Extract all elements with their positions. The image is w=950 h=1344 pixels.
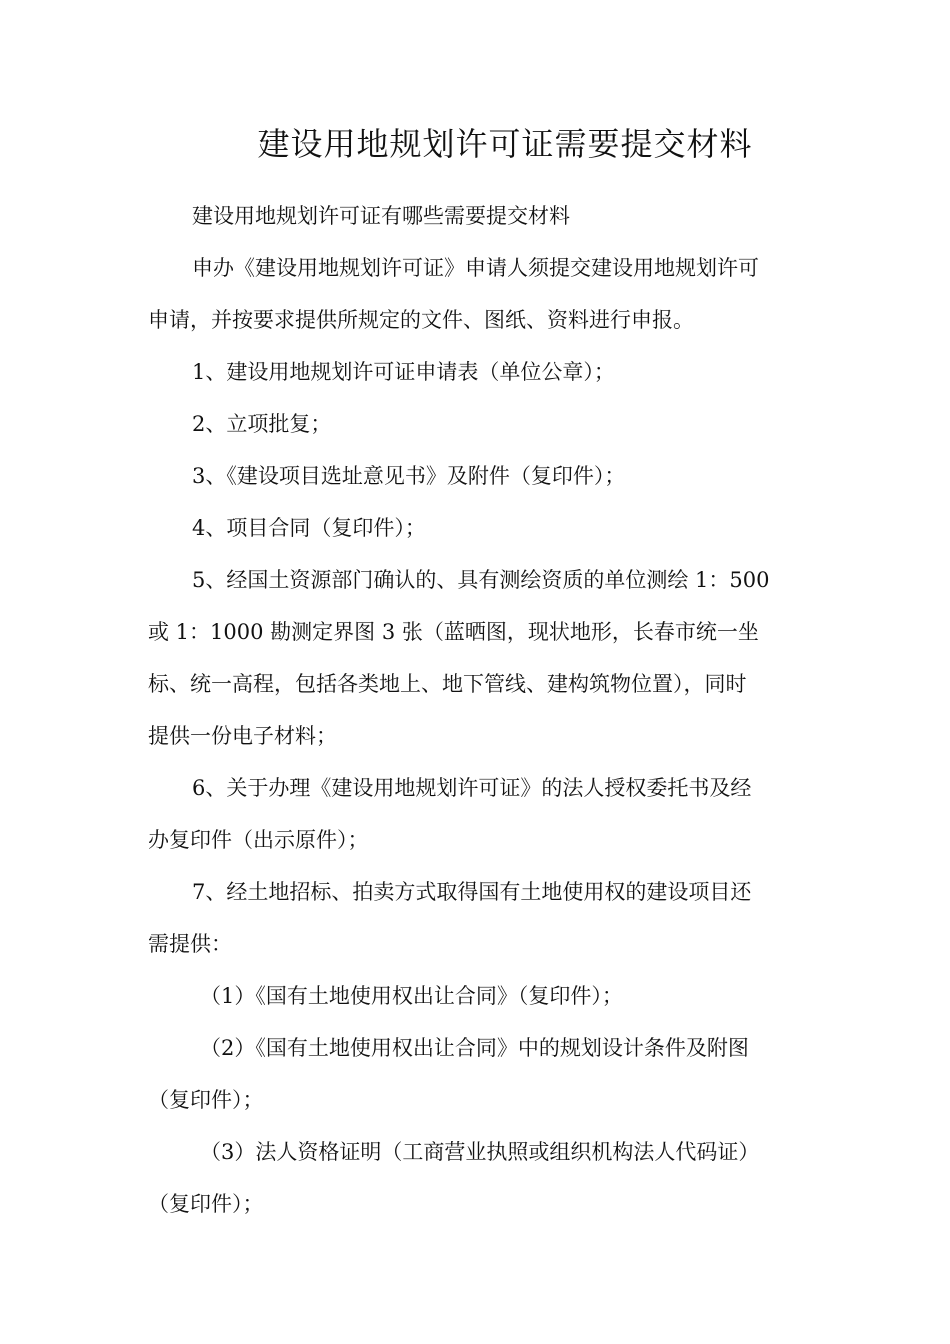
sub-item-2-line-1: （2）《国有土地使用权出让合同》中的规划设计条件及附图 xyxy=(200,1036,749,1060)
sub-item-3 xyxy=(148,1126,798,1230)
list-item-5 xyxy=(148,554,798,762)
sub-item-2-line-2: （复印件）； xyxy=(148,1088,264,1112)
sub-item-3-line-1: （3）法人资格证明（工商营业执照或组织机构法人代码证） xyxy=(200,1140,760,1164)
sub-item-2 xyxy=(148,1022,798,1126)
document-body xyxy=(148,190,798,1230)
list-item-7-line-1: 7、经土地招标、拍卖方式取得国有土地使用权的建设项目还 xyxy=(192,880,752,904)
list-item-4 xyxy=(148,502,798,554)
list-item-7 xyxy=(148,866,798,970)
list-item-5-line-2: 或 1：1000 勘测定界图 3 张（蓝晒图，现状地形，长春市统一坐 xyxy=(148,620,759,644)
list-item-3-text: 3、《建设项目选址意见书》及附件（复印件）； xyxy=(192,464,626,488)
sub-item-1 xyxy=(148,970,798,1022)
list-item-2 xyxy=(148,398,798,450)
subtitle-text: 建设用地规划许可证有哪些需要提交材料 xyxy=(192,204,570,228)
document-title: 建设用地规划许可证需要提交材料 xyxy=(257,125,753,163)
list-item-3 xyxy=(148,450,798,502)
list-item-6 xyxy=(148,762,798,866)
list-item-6-line-2: 办复印件（出示原件）； xyxy=(148,828,369,852)
list-item-5-line-4: 提供一份电子材料； xyxy=(148,724,337,748)
list-item-5-line-1: 5、经国土资源部门确认的、具有测绘资质的单位测绘 1：500 xyxy=(192,568,770,592)
list-item-1-text: 1、建设用地规划许可证申请表（单位公章）； xyxy=(192,360,615,384)
sub-item-1-text: （1）《国有土地使用权出让合同》（复印件）； xyxy=(200,984,623,1008)
subtitle-paragraph xyxy=(148,190,798,242)
list-item-4-text: 4、项目合同（复印件）； xyxy=(192,516,426,540)
list-item-6-line-1: 6、关于办理《建设用地规划许可证》的法人授权委托书及经 xyxy=(192,776,752,800)
list-item-5-line-3: 标、统一高程，包括各类地上、地下管线、建构筑物位置），同时 xyxy=(148,672,747,696)
intro-line-2: 申请，并按要求提供所规定的文件、图纸、资料进行申报。 xyxy=(148,308,694,332)
list-item-1 xyxy=(148,346,798,398)
list-item-7-line-2: 需提供： xyxy=(148,932,232,956)
sub-item-3-line-2: （复印件）； xyxy=(148,1192,264,1216)
intro-paragraph xyxy=(148,242,798,346)
list-item-2-text: 2、立项批复； xyxy=(192,412,332,436)
intro-line-1: 申办《建设用地规划许可证》申请人须提交建设用地规划许可 xyxy=(192,256,759,280)
